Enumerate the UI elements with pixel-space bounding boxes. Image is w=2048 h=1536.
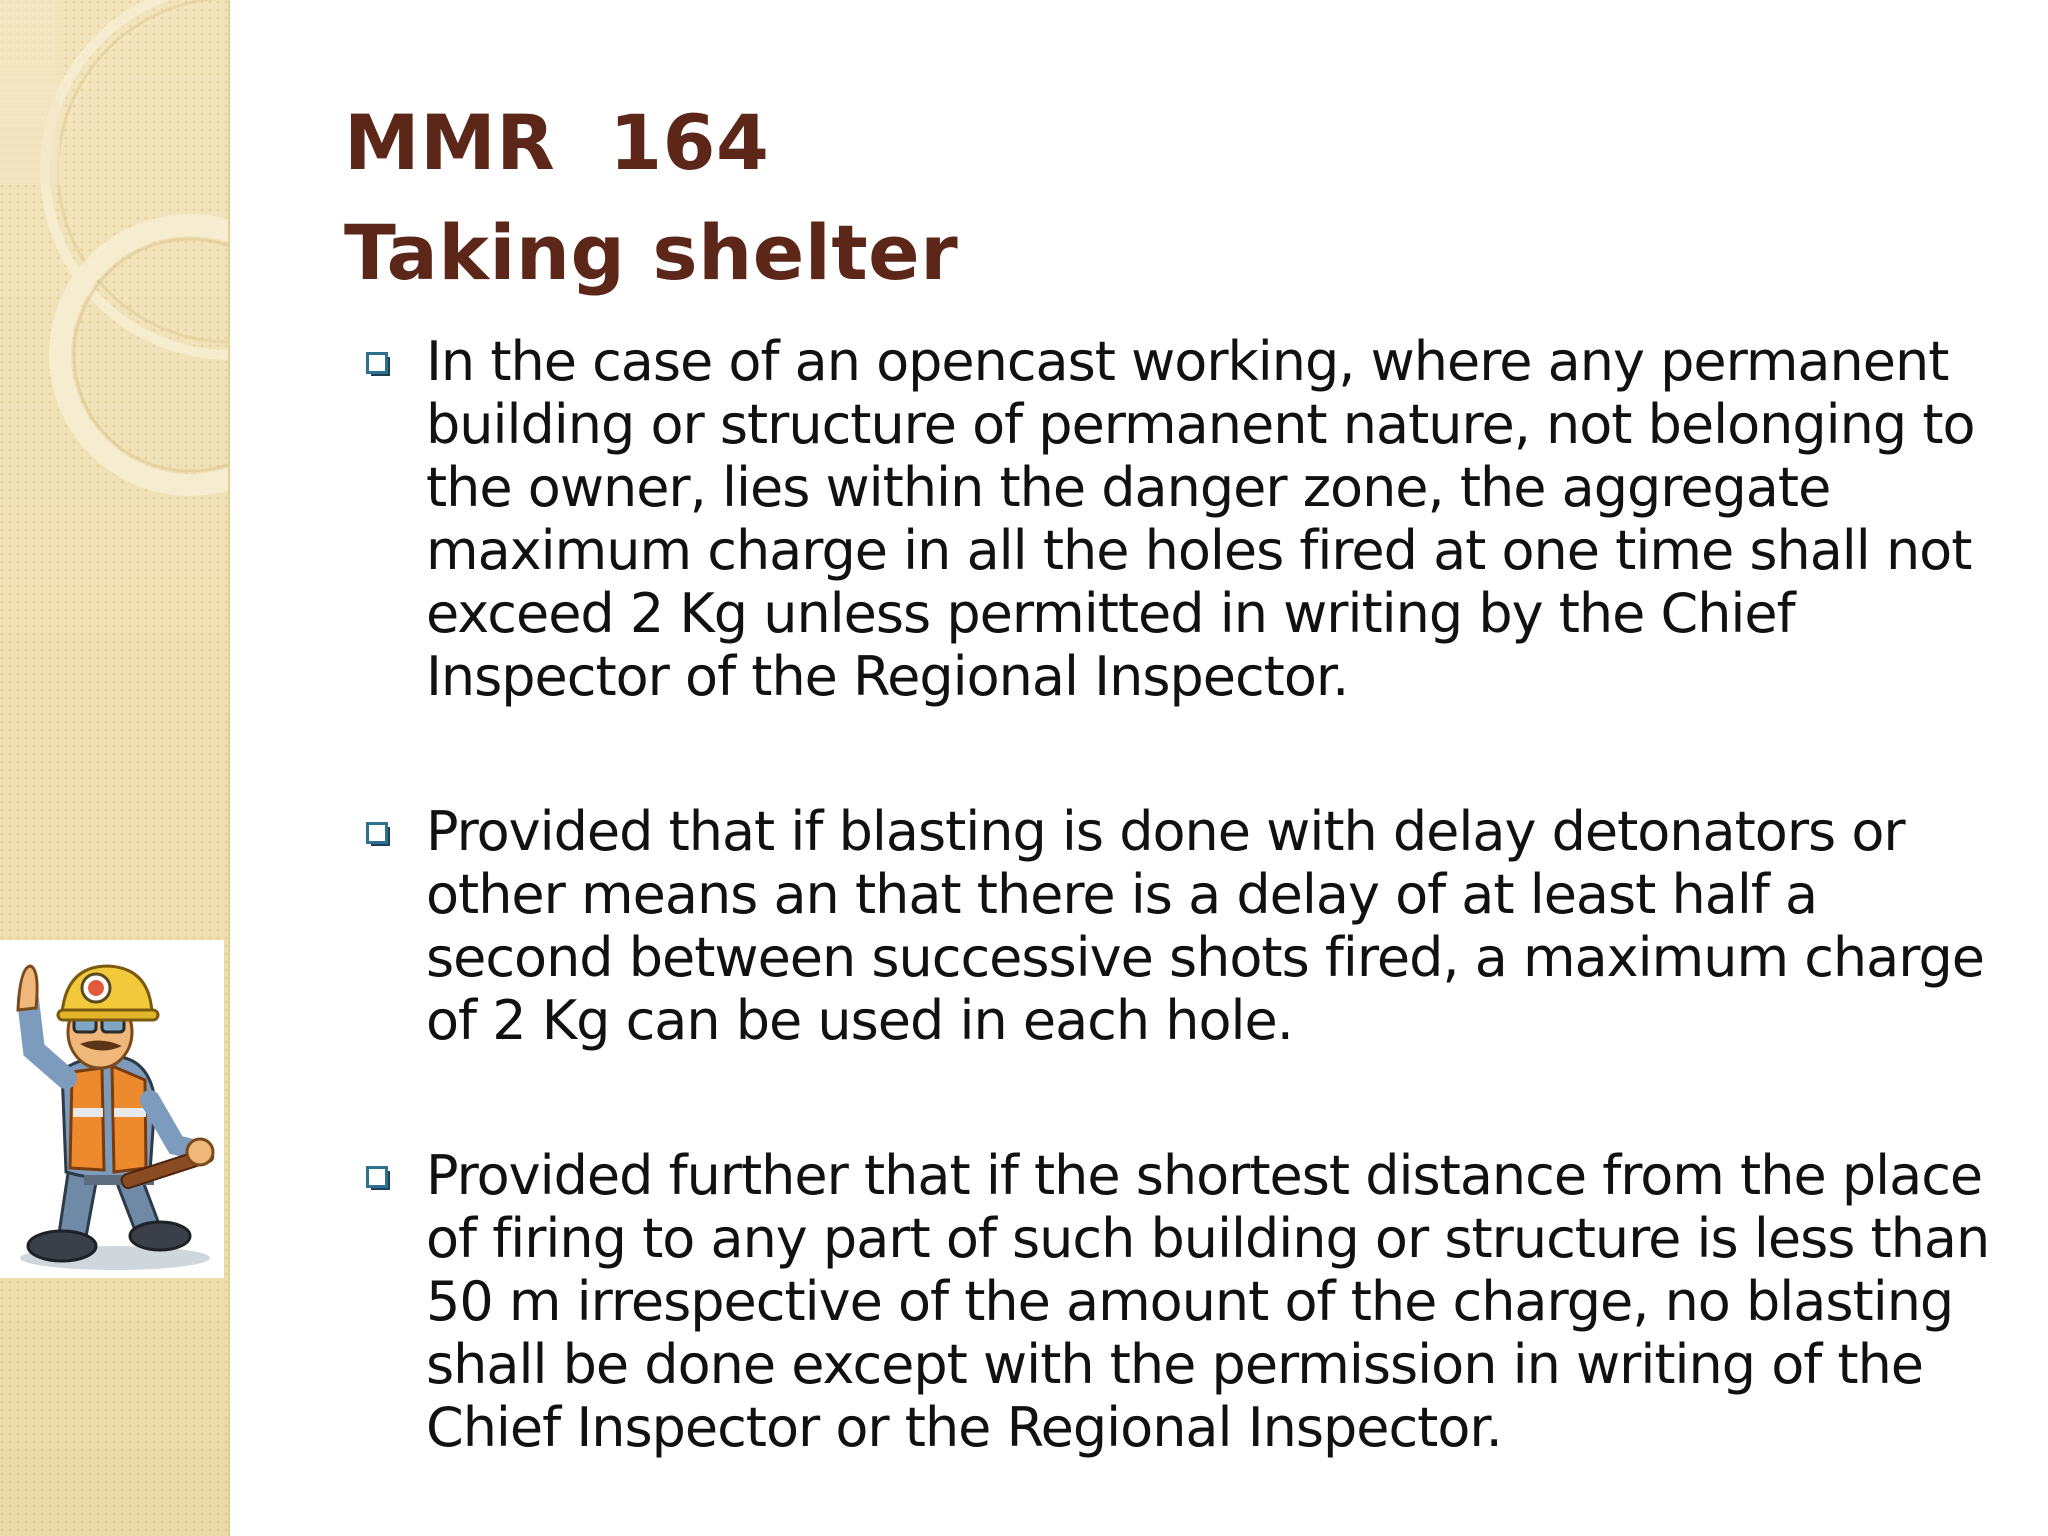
miner-worker-illustration bbox=[0, 940, 224, 1278]
bullet-item bbox=[364, 800, 2014, 1052]
checkbox-bullet-icon bbox=[366, 1166, 392, 1192]
bullet-item bbox=[364, 1144, 2014, 1459]
bullet-list bbox=[364, 330, 2014, 1459]
bullet-item bbox=[364, 330, 2014, 708]
bullet-text: In the case of an opencast working, where any permanent building or structure of permanent nature, not belonging to the owner, lies within the danger zone, the aggregate maximum charge in all the holes fired at one time shall not exceed 2 Kg unless permitted in writing by the Chief Inspector of the Regional Inspector. bbox=[426, 330, 1975, 708]
bullet-text: Provided that if blasting is done with delay detonators or other means an that there is a delay of at least half a second between successive shots fired, a maximum charge of 2 Kg can be used in each hole. bbox=[426, 800, 1984, 1052]
ring-ornament bbox=[0, 0, 228, 520]
checkbox-bullet-icon bbox=[366, 352, 392, 378]
slide-title bbox=[344, 88, 958, 308]
title-line-topic: Taking shelter bbox=[344, 208, 959, 297]
title-line-regulation: MMR 164 bbox=[344, 98, 770, 187]
decorative-side-panel bbox=[0, 0, 230, 1536]
miner-icon bbox=[0, 940, 224, 1278]
bullet-text: Provided further that if the shortest distance from the place of firing to any part of such building or structure is less than 50 m irrespective of the amount of the charge, no blasting shall be done except with the permission in writing of the Chief Inspector or the Regional Inspector. bbox=[426, 1144, 1990, 1459]
checkbox-bullet-icon bbox=[366, 822, 392, 848]
